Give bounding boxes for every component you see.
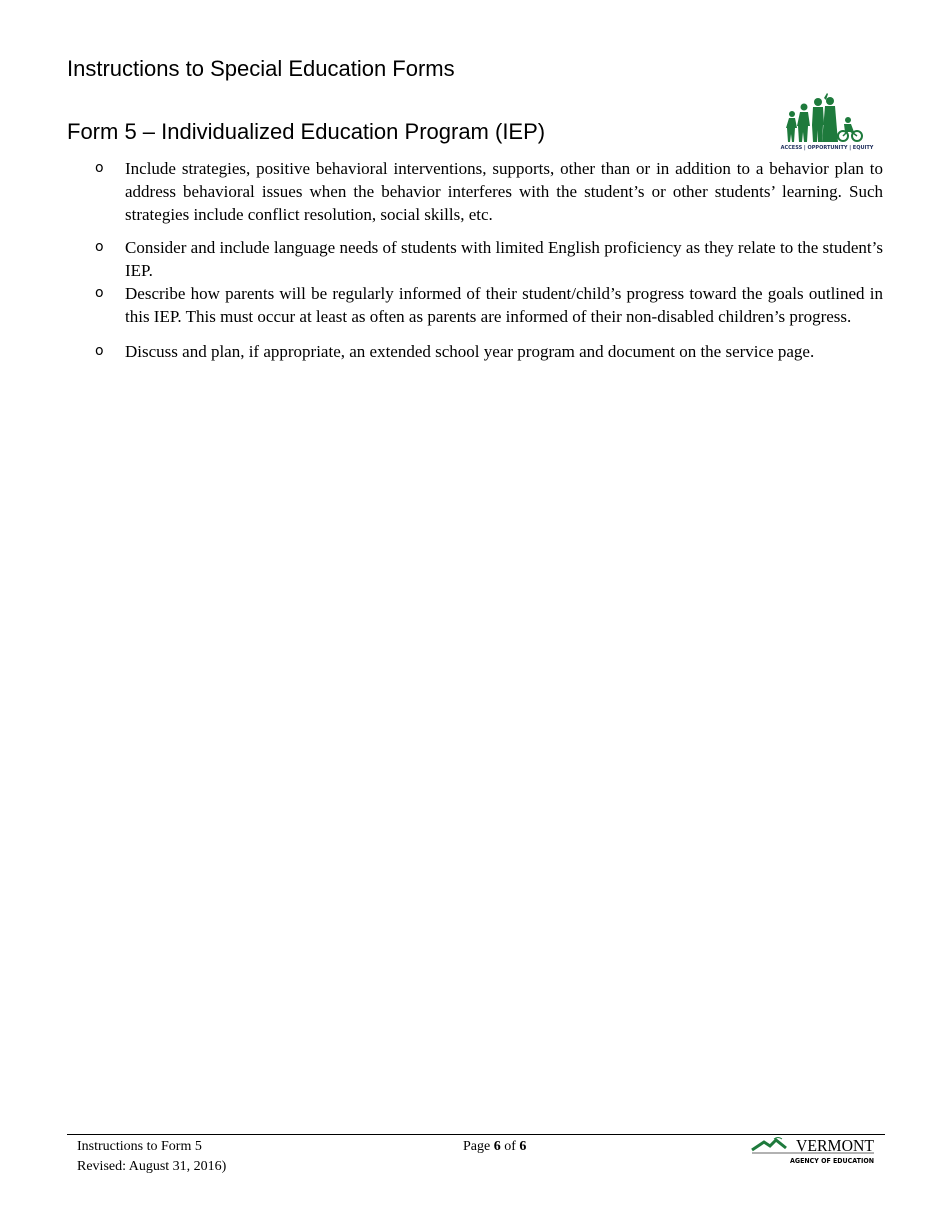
list-item — [93, 236, 883, 282]
form-heading: Form 5 – Individualized Education Program (IEP) — [67, 119, 546, 144]
list-item-text: Discuss and plan, if appropriate, an extended school year program and document on the service page. — [125, 342, 815, 361]
list-item — [93, 282, 883, 328]
footer-document-info — [77, 1137, 226, 1177]
list-item — [93, 338, 883, 365]
footer-form-name: Instructions to Form 5 — [77, 1139, 202, 1154]
bullet-marker: o — [95, 160, 104, 176]
vermont-agency-logo — [750, 1136, 878, 1166]
bullet-marker: o — [95, 285, 104, 301]
logo-word: VERMONT — [796, 1136, 875, 1155]
page-current: 6 — [493, 1139, 501, 1154]
list-item-text: Include strategies, positive behavioral interventions, supports, other than or in addition to a behavior plan to address behavioral issues when the behavior interferes with the student’s or other students’ learning. Such strategies include conflict resolution, social skills, etc. — [125, 159, 883, 224]
list-item — [93, 157, 883, 226]
bullet-marker: o — [95, 343, 104, 359]
document-title: Instructions to Special Education Forms — [67, 56, 455, 81]
agency-of-education-logo — [772, 92, 882, 152]
footer-divider — [67, 1134, 885, 1135]
page-number — [463, 1137, 526, 1157]
page-of: of — [500, 1139, 520, 1154]
logo-subtitle: AGENCY OF EDUCATION — [790, 1157, 875, 1165]
mountain-icon — [752, 1140, 786, 1150]
bullet-marker: o — [95, 239, 104, 255]
list-item-text: Consider and include language needs of students with limited English proficiency as they relate to the student’s IEP. — [125, 238, 883, 280]
page-prefix: Page — [463, 1139, 494, 1154]
instruction-list — [93, 157, 883, 365]
logo-tagline: ACCESS | OPPORTUNITY | EQUITY — [780, 145, 874, 151]
page-total: 6 — [519, 1139, 527, 1154]
footer-revised-date: Revised: August 31, 2016) — [77, 1159, 227, 1174]
list-item-text: Describe how parents will be regularly informed of their student/child’s progress toward the goals outlined in this IEP. This must occur at least as often as parents are informed of their non-disabled children’s progress. — [125, 284, 883, 326]
